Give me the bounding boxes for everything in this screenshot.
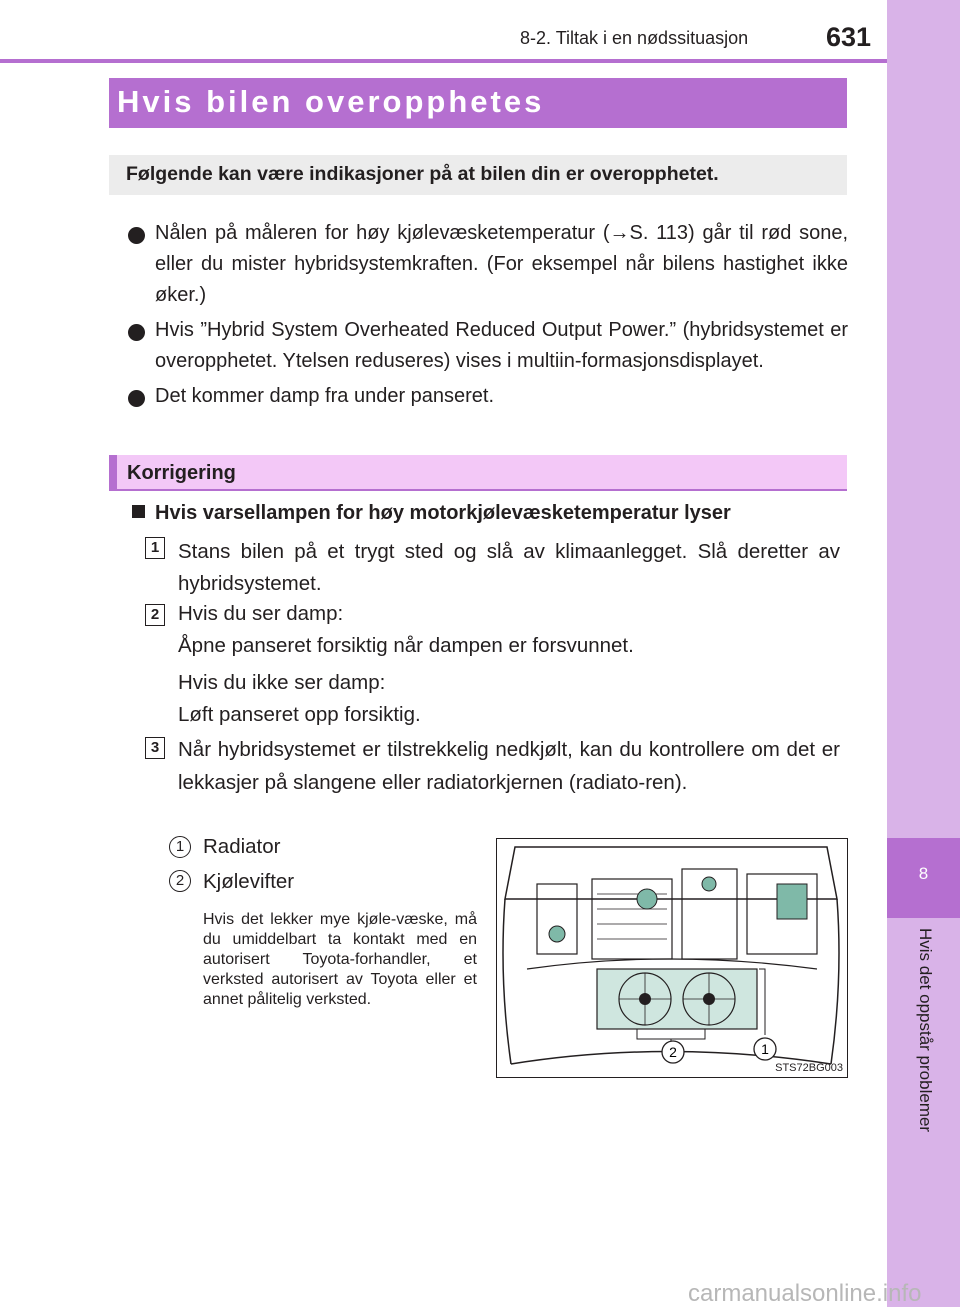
- section-title-bar: [109, 455, 847, 491]
- engine-bay-drawing: [497, 839, 846, 1076]
- legend-number-1: 1: [169, 836, 191, 858]
- list-item: Det kommer damp fra under panseret.: [128, 381, 848, 412]
- bullet-dot-icon: [128, 390, 145, 407]
- figure-id: STS72BG003: [775, 1062, 843, 1074]
- bullet-dot-icon: [128, 227, 145, 244]
- subheading: Hvis varsellampen for høy motorkjølevæsketemperatur lyser: [132, 502, 731, 525]
- legend-label-fans: Kjølevifter: [203, 870, 295, 893]
- chapter-title-vertical: [913, 928, 937, 1168]
- legend-label-radiator: Radiator: [203, 835, 281, 858]
- page-title-bar: [109, 78, 847, 128]
- callout-1: 1: [761, 1041, 769, 1057]
- section-header: 8-2. Tiltak i en nødssituasjon: [520, 28, 749, 48]
- list-item: Hvis ”Hybrid System Overheated Reduced Output Power.” (hybridsystemet er overopphetet. Ytelsen reduseres) vises i multiin-formasjonsdisplayet.: [128, 315, 848, 377]
- page-number: 631: [826, 22, 872, 52]
- step-2-line-b: Åpne panseret forsiktig når dampen er forsvunnet.: [178, 634, 634, 657]
- step-2-line-c: Hvis du ikke ser damp:: [178, 671, 386, 694]
- watermark: carmanualsonline.info: [688, 1280, 922, 1307]
- intro-box: [109, 155, 847, 195]
- step-number-1: 1: [145, 537, 165, 559]
- chapter-title: Hvis det oppstår problemer: [916, 928, 935, 1133]
- callout-2: 2: [669, 1044, 677, 1060]
- step-number-3: 3: [145, 737, 165, 759]
- header-rule: [0, 59, 887, 63]
- step-3-text: Når hybridsystemet er tilstrekkelig nedkjølt, kan du kontrollere om det er lekkasjer på slangene eller radiatorkjernen (radiato-ren).: [178, 738, 840, 794]
- step-1-text: Stans bilen på et trygt sted og slå av klimaanlegget. Slå deretter av hybridsystemet.: [178, 540, 840, 595]
- bullet-dot-icon: [128, 324, 145, 341]
- symptom-list: [128, 218, 848, 416]
- legend-number-2: 2: [169, 870, 191, 892]
- step-2-line-d: Løft panseret opp forsiktig.: [178, 703, 421, 726]
- section-title: Korrigering: [127, 462, 236, 484]
- list-item: Nålen på måleren for høy kjølevæsketemperatur (→S. 113) går til rød sone, eller du mister hybridsystemkraften. (For eksempel når bilens hastighet ikke øker.): [128, 218, 848, 311]
- step-2-line-a: Hvis du ser damp:: [178, 602, 344, 625]
- chapter-side-tab: [887, 0, 960, 1307]
- section-accent: [109, 455, 117, 489]
- engine-bay-illustration: [496, 838, 848, 1078]
- page-title: Hvis bilen overopphetes: [117, 84, 545, 119]
- intro-text: Følgende kan være indikasjoner på at bilen din er overopphetet.: [126, 163, 719, 185]
- warning-note: Hvis det lekker mye kjøle-væske, må du umiddelbart ta kontakt med en autorisert Toyota-forhandler, et verksted autorisert av Toyota eller et annet pålitelig verksted.: [203, 911, 477, 1008]
- step-number-2: 2: [145, 604, 165, 626]
- square-bullet-icon: [132, 505, 145, 518]
- chapter-number: 8: [918, 864, 929, 883]
